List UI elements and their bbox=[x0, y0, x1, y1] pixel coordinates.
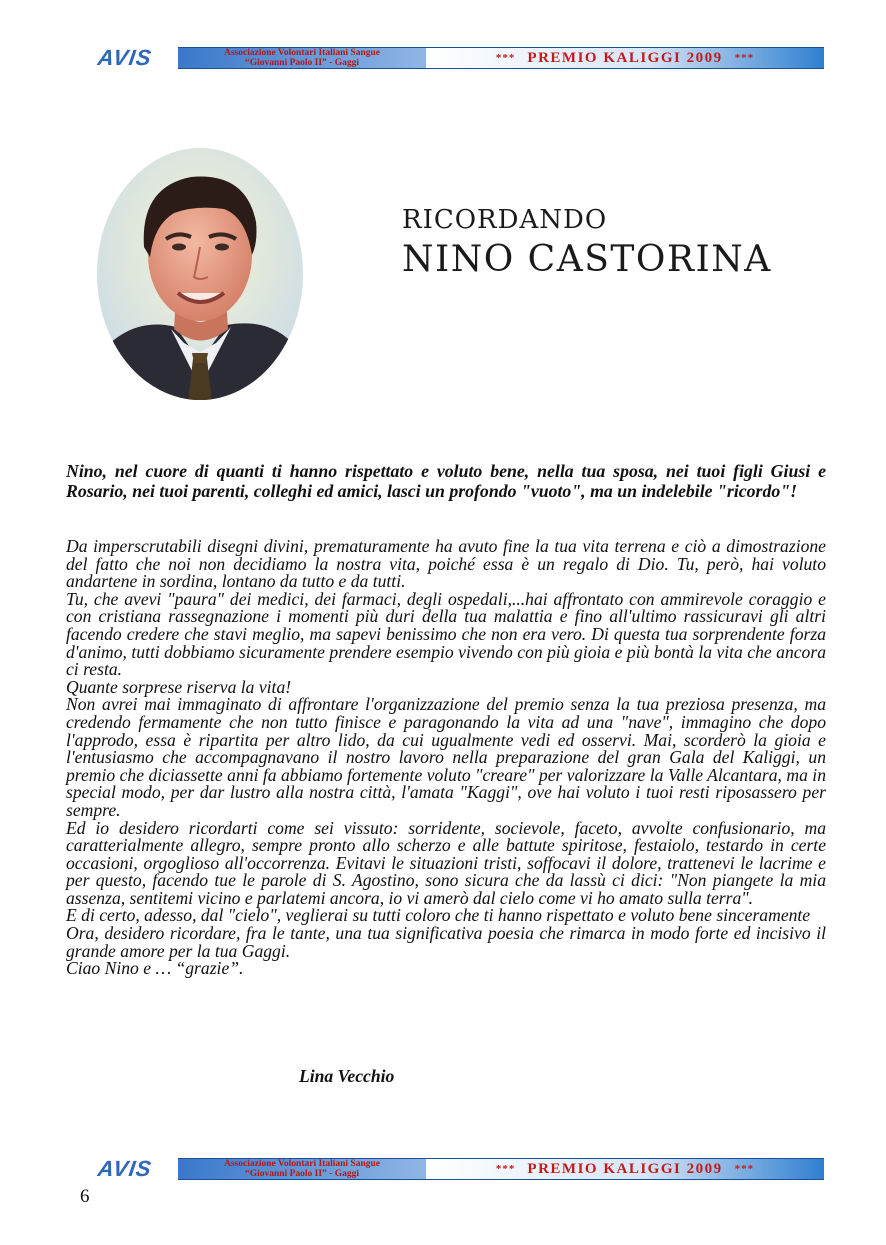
header-banner bbox=[72, 47, 824, 69]
title-line-2: NINO CASTORINA bbox=[402, 239, 772, 280]
body-text bbox=[66, 538, 826, 978]
stars-right: *** bbox=[734, 52, 755, 64]
association-name bbox=[178, 1158, 426, 1180]
paragraph: Ora, desidero ricordare, fra le tante, una tua significativa poesia che rimarca in modo forte ed incisivo il grande amore per la tua Gaggi. bbox=[66, 923, 826, 961]
association-line-1: Associazione Volontari Italiani Sangue bbox=[224, 1159, 380, 1169]
association-name bbox=[178, 47, 426, 69]
page-number: 6 bbox=[80, 1186, 90, 1207]
prize-title: PREMIO KALIGGI 2009 bbox=[527, 49, 723, 66]
portrait-photo bbox=[96, 147, 304, 401]
paragraph: Tu, che avevi "paura" dei medici, dei farmaci, degli ospedali,...hai affrontato con ammirevole coraggio e con cristiana rassegnazione i momenti più duri della tua malattia e fino all'ultimo rassicuravi gli altri facendo credere che stavi meglio, ma sapevi benissimo che non era vero. Di questa tua sorprendente forza d'animo, tutti dobbiamo sicuramente prendere esempio vivendo con più gioia e più bontà la vita che ancora ci resta. bbox=[66, 588, 826, 680]
association-line-2: “Giovanni Paolo II” - Gaggi bbox=[244, 58, 359, 68]
prize-banner bbox=[426, 47, 824, 69]
lead-paragraph: Nino, nel cuore di quanti ti hanno rispettato e voluto bene, nella tua sposa, nei tuoi figli Giusi e Rosario, nei tuoi parenti, colleghi ed amici, lasci un profondo "vuoto", ma un indelebile "ricordo"! bbox=[66, 461, 826, 501]
prize-title: PREMIO KALIGGI 2009 bbox=[527, 1160, 723, 1177]
paragraph: Quante sorprese riserva la vita! bbox=[66, 676, 292, 697]
avis-logo: AVIS bbox=[72, 1158, 178, 1180]
author-signature: Lina Vecchio bbox=[299, 1066, 395, 1086]
avis-logo: AVIS bbox=[72, 47, 178, 69]
paragraph: Non avrei mai immaginato di affrontare l'organizzazione del premio senza la tua preziosa presenza, ma credendo fermamente che non tutto finisce e paragonando la vita ad una "nave", immagino che dopo l'approdo, essa è ripartita per altro lido, da cui ugualmente vedi ed osservi. Mai, scorderò la gioia e l'entusiasmo che accompagnavano il nostro lavoro nella preparazione del gran Gala del Kaliggi, un premio che diciassette anni fa abbiamo fortemente voluto "creare" per valorizzare la Valle Alcantara, ma in special modo, per dar lustro alla nostra città, l'amata "Kaggi", ove hai voluto i tuoi resti riposassero per sempre. bbox=[66, 694, 826, 820]
paragraph: E di certo, adesso, dal "cielo", veglierai su tutti coloro che ti hanno rispettato e voluto bene sinceramente bbox=[66, 905, 811, 926]
stars-left: *** bbox=[495, 1163, 516, 1175]
paragraph: Da imperscrutabili disegni divini, prematuramente ha avuto fine la tua vita terrena e ciò a dimostrazione del fatto che noi non decidiamo la nostra vita, poiché essa è un regalo di Dio. Tu, però, hai voluto andartene in sordina, lontano da tutto e da tutti. bbox=[66, 536, 826, 592]
title-line-1: RICORDANDO bbox=[402, 205, 608, 235]
stars-left: *** bbox=[495, 52, 516, 64]
memorial-title bbox=[402, 203, 772, 283]
paragraph: Ciao Nino e … “grazie”. bbox=[66, 958, 244, 979]
stars-right: *** bbox=[734, 1163, 755, 1175]
association-line-1: Associazione Volontari Italiani Sangue bbox=[224, 48, 380, 58]
paragraph: Ed io desidero ricordarti come sei vissuto: sorridente, socievole, faceto, avvolte confusionario, ma caratterialmente allegro, sempre pronto allo scherzo e alle battute spiritose, festaiolo, testardo in certe occasioni, orgoglioso all'occorrenza. Evitavi le situazioni tristi, soffocavi il dolore, trattenevi le lacrime e per questo, facendo tue le parole di S. Agostino, sono sicura che da lassù ci dici: "Non piangete la mia assenza, sentitemi vicino e parlatemi ancora, io vi amerò dal cielo come vi ho amato sulla terra". bbox=[66, 817, 826, 908]
association-line-2: “Giovanni Paolo II” - Gaggi bbox=[244, 1169, 359, 1179]
footer-banner bbox=[72, 1158, 824, 1180]
prize-banner bbox=[426, 1158, 824, 1180]
